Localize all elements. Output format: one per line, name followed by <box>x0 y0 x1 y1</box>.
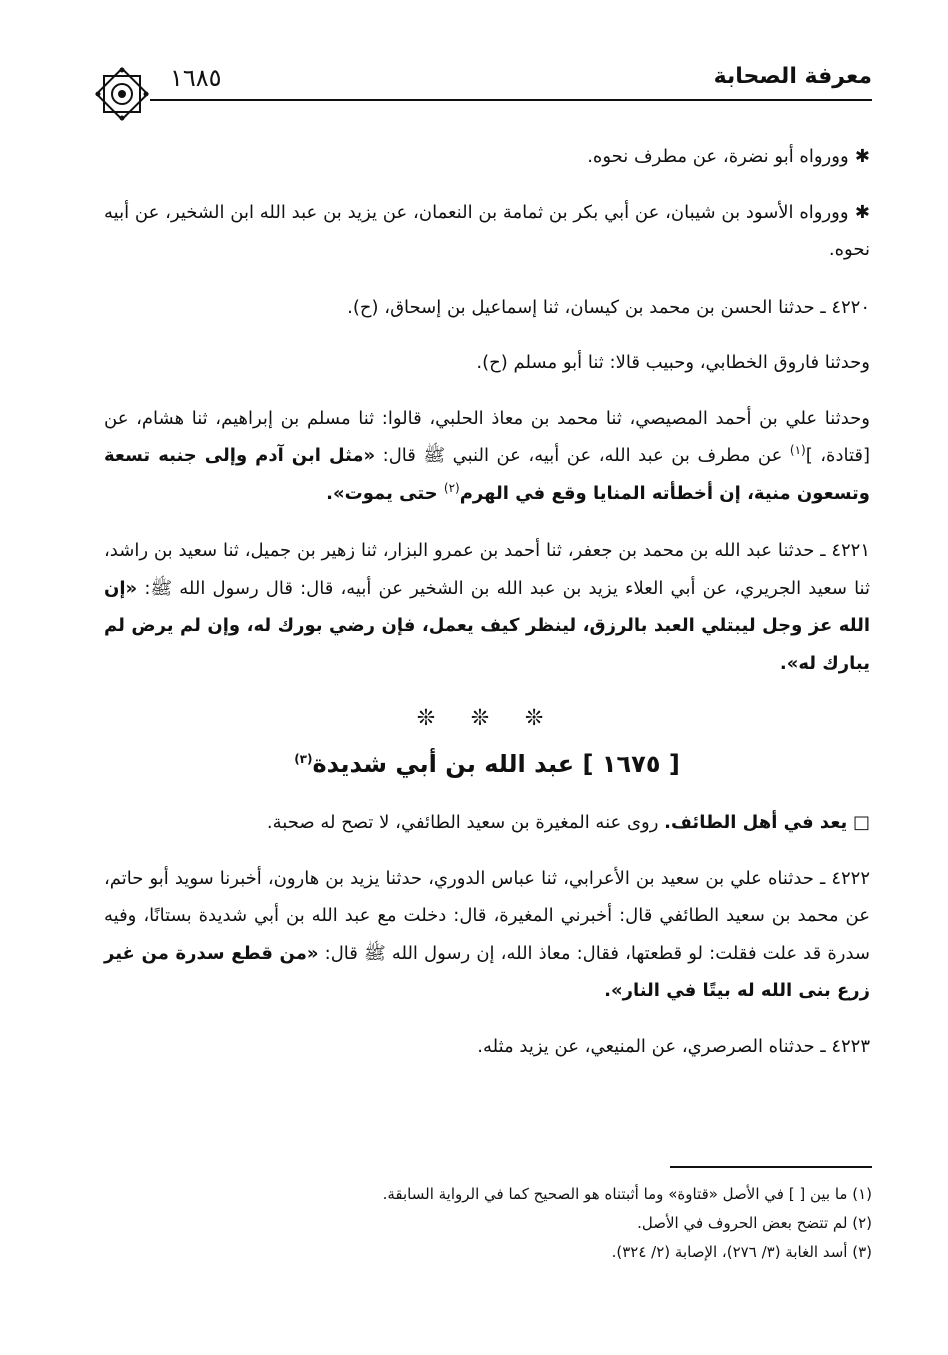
footnote-ref-2: (٢) <box>443 480 460 495</box>
paragraph-1 <box>104 138 870 176</box>
paragraph-4: وحدثنا فاروق الخطابي، وحبيب قالا: ثنا أبو مسلم (ح). <box>476 352 870 373</box>
hadith-4221-chain: ٤٢٢١ ـ حدثنا عبد الله بن محمد بن جعفر، ثنا أحمد بن عمرو البزار، ثنا زهير بن جميل، ثنا سعيد بن راشد، ثنا سعيد الجريري، عن أبي العلاء يزيد بن عبد الله بن الشخير عن أبيه، قال: قال رسول الله ﷺ: <box>104 540 870 599</box>
hadith-text-b: حتى يموت». <box>326 482 444 504</box>
hadith-4222-chain: ٤٢٢٢ ـ حدثناه علي بن سعيد بن الأعرابي، ثنا عباس الدوري، حدثنا يزيد بن هارون، أخبرنا سويد أبو حاتم، عن محمد بن سعيد الطائفي قال: أخبرني المغيرة، قال: دخلت مع عبد الله بن أبي شديدة بستانًا، وفيه سدرة قد علت فقلت: لو قطعتها، فقال: معاذ الله، إن رسول الله ﷺ قال: <box>104 867 870 964</box>
section-heading-text: [ ١٦٧٥ ] عبد الله بن أبي شديدة <box>312 750 680 778</box>
footnote-ref-1: (١) <box>789 443 806 457</box>
footnote-ref-3: (٣) <box>294 752 313 766</box>
paragraph-7 <box>104 804 870 842</box>
paragraph-1-text: وورواه أبو نضرة، عن مطرف نحوه. <box>587 146 849 167</box>
paragraph-5-text-a: وحدثنا علي بن أحمد المصيصي، ثنا محمد بن معاذ الحلبي، قالوا: ثنا مسلم بن إبراهيم، ثنا هشام، عن [قتادة، ] <box>104 407 871 466</box>
ornament-icon <box>90 62 154 126</box>
asterisk-icon: ✱ <box>848 201 870 223</box>
footnotes <box>250 1180 872 1267</box>
hadith-4220: ٤٢٢٠ ـ حدثنا الحسن بن محمد بن كيسان، ثنا إسماعيل بن إسحاق، (ح). <box>347 296 870 318</box>
paragraph-5-text-b: عن مطرف بن عبد الله، عن أبيه، عن النبي ﷺ قال: <box>375 445 790 466</box>
hadith-4222-text: «من قطع سدرة من غير زرع بنى الله له بيتًا في النار». <box>104 942 870 1001</box>
footnote-rule <box>670 1166 872 1168</box>
section-heading <box>104 742 870 786</box>
footnote-1: (١) ما بين [ ] في الأصل «قتاوة» وما أثبتناه هو الصحيح كما في الرواية السابقة. <box>382 1185 872 1203</box>
header-rule <box>150 99 872 101</box>
paragraph-2-text: وورواه الأسود بن شيبان، عن أبي بكر بن ثمامة بن النعمان، عن يزيد بن عبد الله ابن الشخير، عن أبيه نحوه. <box>104 201 870 260</box>
main-text <box>104 138 870 1085</box>
square-bullet-icon: □ <box>852 812 870 833</box>
hadith-4221-text: «إن الله عز وجل ليبتلي العبد بالرزق، لينظر كيف يعمل، فإن رضي بورك له، وإن لم يرض لم يبارك له». <box>104 577 870 674</box>
hadith-4222 <box>104 860 870 1010</box>
asterisk-icon: ✱ <box>848 146 870 167</box>
hadith-4221 <box>104 532 870 682</box>
page-number: ١٦٨٥ <box>170 64 222 92</box>
paragraph-7-bold: يعد في أهل الطائف. <box>664 812 848 833</box>
section-separator: ❊ ❊ ❊ <box>416 706 558 731</box>
hadith-text-a: «مثل ابن آدم وإلى جنبه تسعة وتسعون منية، إن أخطأته المنايا وقع في الهرم <box>104 445 870 504</box>
footnote-2: (٢) لم تتضح بعض الحروف في الأصل. <box>637 1214 872 1232</box>
paragraph-7-text: روى عنه المغيرة بن سعيد الطائفي، لا تصح له صحبة. <box>266 812 665 833</box>
running-head <box>100 62 872 102</box>
footnote-3: (٣) أسد الغابة (٣/ ٢٧٦)، الإصابة (٢/ ٣٢٤). <box>611 1243 872 1261</box>
book-title: معرفة الصحابة <box>713 64 872 89</box>
paragraph-5 <box>104 400 870 513</box>
paragraph-2 <box>104 194 870 269</box>
hadith-4223: ٤٢٢٣ ـ حدثناه الصرصري، عن المنيعي، عن يزيد مثله. <box>477 1035 870 1057</box>
